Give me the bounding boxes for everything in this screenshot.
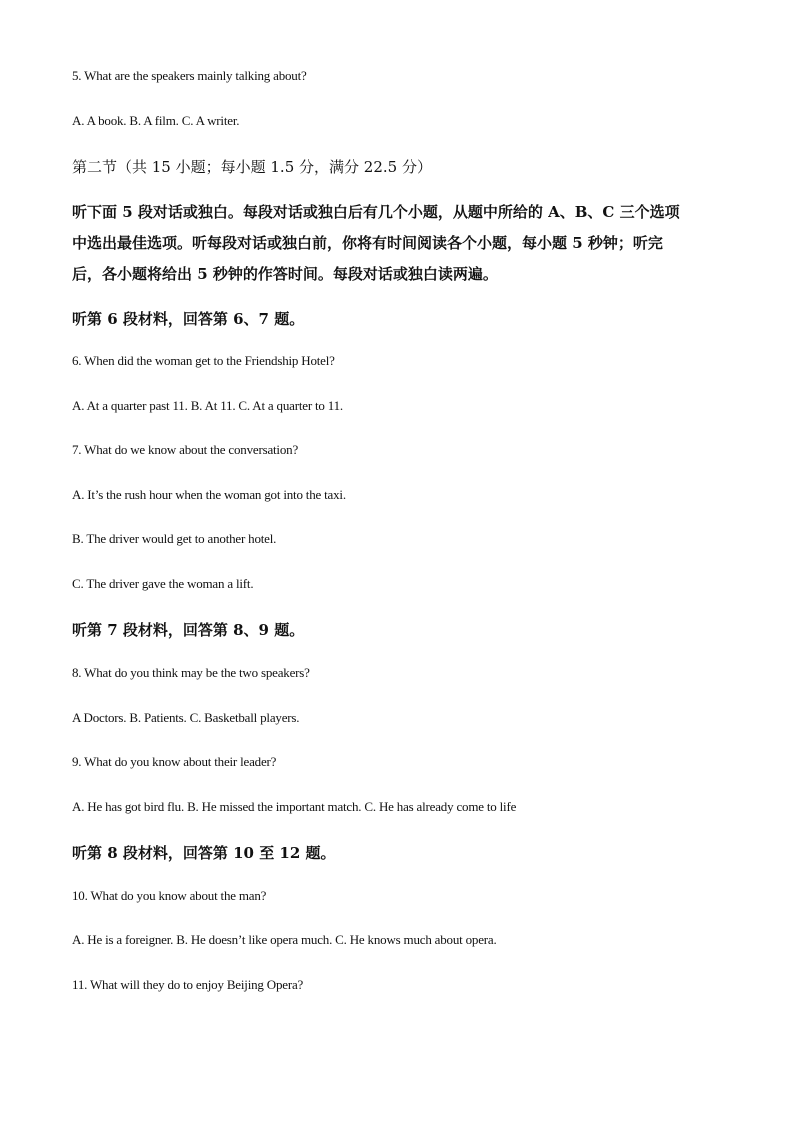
material-7-heading: 听第 7 段材料，回答第 8、9 题。 [72, 621, 305, 639]
options-8: A Doctors. B. Patients. C. Basketball players. [72, 710, 300, 725]
option-7c: C. The driver gave the woman a lift. [72, 576, 254, 591]
material-8-heading: 听第 8 段材料，回答第 10 至 12 题。 [72, 844, 336, 862]
options-9: A. He has got bird flu. B. He missed the important match. C. He has already come to life [72, 799, 517, 814]
question-7: 7. What do we know about the conversation? [72, 442, 299, 457]
question-10: 10. What do you know about the man? [72, 888, 267, 903]
option-7a: A. It’s the rush hour when the woman got into the taxi. [72, 487, 346, 502]
question-8: 8. What do you think may be the two speakers? [72, 665, 310, 680]
question-11: 11. What will they do to enjoy Beijing Opera? [72, 977, 304, 992]
instructions-line-2: 中选出最佳选项。听每段对话或独白前，你将有时间阅读各个小题，每小题 5 秒钟；听完 [72, 234, 663, 252]
question-9: 9. What do you know about their leader? [72, 754, 277, 769]
instructions-line-1: 听下面 5 段对话或独白。每段对话或独白后有几个小题，从题中所给的 A、B、C 三个选项 [72, 203, 680, 221]
option-7b: B. The driver would get to another hotel. [72, 531, 277, 546]
options-10: A. He is a foreigner. B. He doesn’t like opera much. C. He knows much about opera. [72, 932, 497, 947]
options-6: A. At a quarter past 11. B. At 11. C. At a quarter to 11. [72, 398, 343, 413]
instructions-line-3: 后，各小题将给出 5 秒钟的作答时间。每段对话或独白读两遍。 [72, 265, 498, 283]
options-5: A. A book. B. A film. C. A writer. [72, 113, 240, 128]
question-6: 6. When did the woman get to the Friendship Hotel? [72, 353, 335, 368]
section-2-heading: 第二节（共 15 小题；每小题 1.5 分，满分 22.5 分） [72, 158, 432, 176]
question-5: 5. What are the speakers mainly talking about? [72, 68, 307, 83]
material-6-heading: 听第 6 段材料，回答第 6、7 题。 [72, 310, 305, 328]
